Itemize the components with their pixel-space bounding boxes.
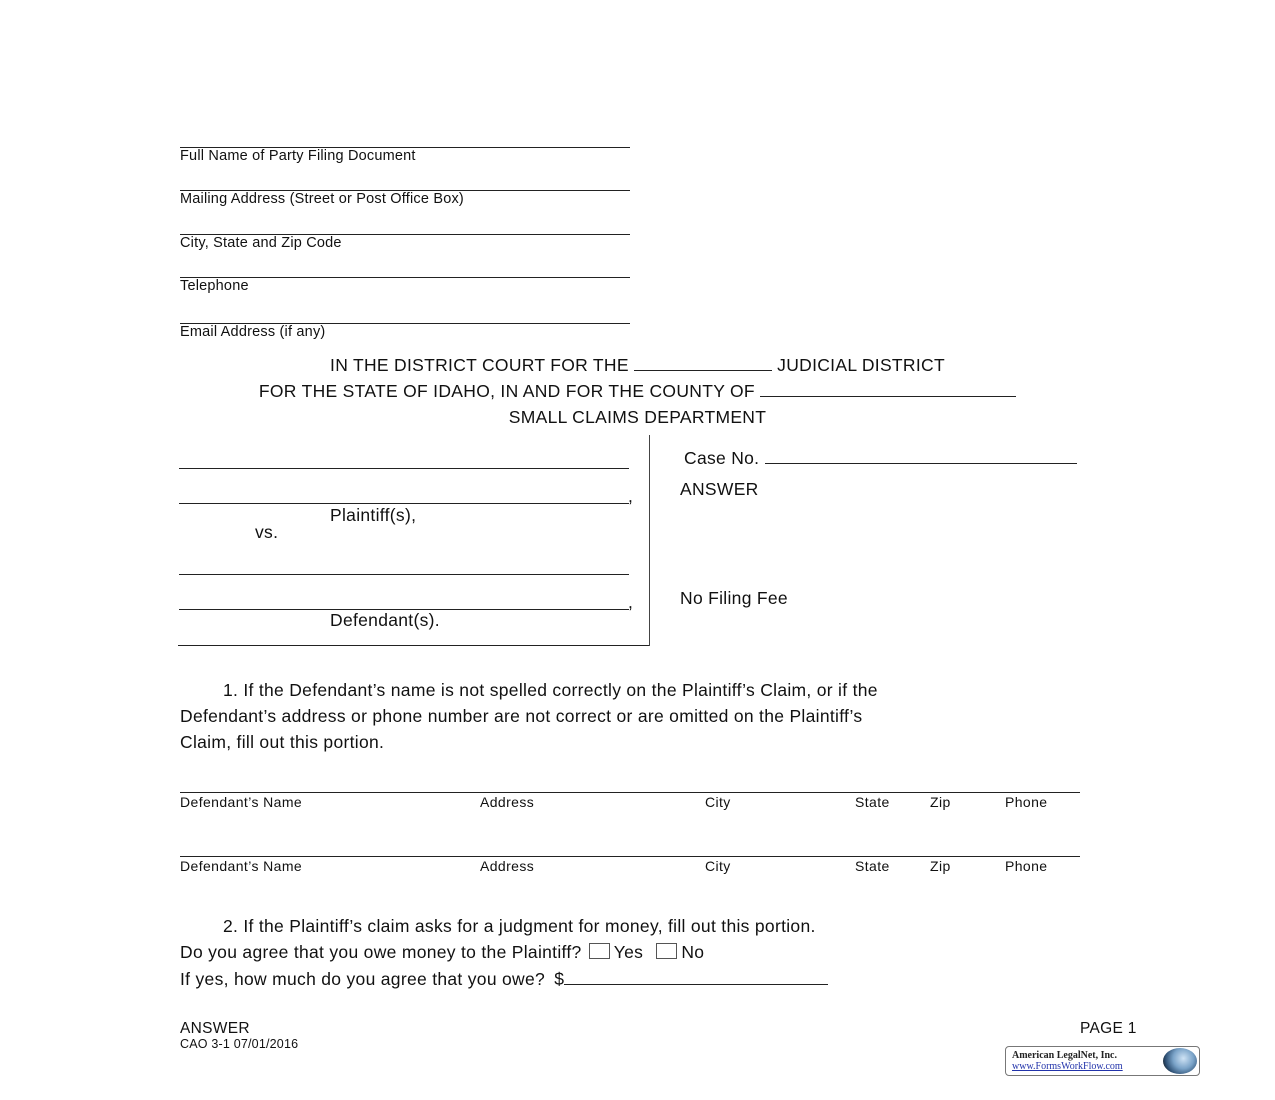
col-state: State	[855, 794, 890, 810]
plaintiff-name-field-1[interactable]	[179, 468, 629, 469]
logo-company-name: American LegalNet, Inc.	[1012, 1050, 1117, 1061]
section1-line3: Claim, fill out this portion.	[180, 732, 385, 752]
col-phone: Phone	[1005, 794, 1048, 810]
case-no-field[interactable]	[765, 449, 1077, 464]
col-city: City	[705, 858, 731, 874]
col-city: City	[705, 794, 731, 810]
col-address: Address	[480, 858, 535, 874]
court-heading-line1	[0, 355, 1275, 376]
amount-question: If yes, how much do you agree that you owe?	[180, 969, 546, 989]
owe-money-question: Do you agree that you owe money to the Plaintiff?	[180, 942, 582, 962]
email-label: Email Address (if any)	[180, 324, 326, 340]
footer-page-number: PAGE 1	[1080, 1020, 1137, 1037]
plaintiff-name-field-2[interactable]	[179, 503, 629, 504]
col-zip: Zip	[930, 794, 951, 810]
court-line2-text: FOR THE STATE OF IDAHO, IN AND FOR THE COUNTY OF	[258, 381, 755, 401]
court-heading-line2	[0, 381, 1275, 402]
case-no-row	[684, 448, 1077, 469]
globe-icon	[1163, 1048, 1197, 1074]
mailing-address-label: Mailing Address (Street or Post Office Box)	[180, 191, 464, 207]
case-no-label: Case No.	[684, 448, 760, 468]
american-legalnet-logo[interactable]	[1005, 1046, 1200, 1076]
defendant-label: Defendant(s).	[330, 610, 440, 630]
plaintiff-comma: ,	[628, 486, 634, 506]
caption-bottom-divider	[178, 645, 650, 646]
col-zip: Zip	[930, 858, 951, 874]
logo-url-link[interactable]: www.FormsWorkFlow.com	[1012, 1061, 1123, 1072]
document-title: ANSWER	[680, 479, 759, 499]
court-line1-end: JUDICIAL DISTRICT	[777, 355, 945, 375]
county-field[interactable]	[760, 382, 1016, 397]
plaintiff-label: Plaintiff(s),	[330, 505, 417, 525]
col-defendant-name: Defendant’s Name	[180, 858, 303, 874]
full-name-label: Full Name of Party Filing Document	[180, 148, 416, 164]
owe-money-row	[180, 942, 704, 963]
defendant-comma: ,	[628, 592, 634, 612]
currency-symbol: $	[554, 969, 565, 989]
court-line1-start: IN THE DISTRICT COURT FOR THE	[330, 355, 629, 375]
telephone-label: Telephone	[180, 278, 249, 294]
footer-title: ANSWER	[180, 1020, 250, 1037]
defendant-name-field-1[interactable]	[179, 574, 629, 575]
court-heading-line3: SMALL CLAIMS DEPARTMENT	[508, 407, 767, 427]
amount-row	[180, 969, 828, 990]
section1-line1: 1. If the Defendant’s name is not spelled correctly on the Plaintiff’s Claim, or if the	[223, 680, 878, 700]
judicial-district-field[interactable]	[634, 356, 772, 371]
section1-line2: Defendant’s address or phone number are not correct or are omitted on the Plaintiff’s	[180, 706, 863, 726]
defendant-info-row-1[interactable]	[180, 792, 1080, 793]
col-address: Address	[480, 794, 535, 810]
defendant-info-row-2[interactable]	[180, 856, 1080, 857]
caption-vertical-divider	[649, 435, 650, 646]
col-defendant-name: Defendant’s Name	[180, 794, 303, 810]
col-state: State	[855, 858, 890, 874]
filing-fee-note: No Filing Fee	[680, 588, 788, 608]
footer-form-code: CAO 3-1 07/01/2016	[180, 1037, 299, 1051]
yes-checkbox[interactable]	[589, 943, 610, 959]
no-checkbox[interactable]	[656, 943, 677, 959]
col-phone: Phone	[1005, 858, 1048, 874]
section2-line1: 2. If the Plaintiff’s claim asks for a judgment for money, fill out this portion.	[223, 916, 816, 936]
no-label: No	[681, 942, 705, 962]
city-state-zip-label: City, State and Zip Code	[180, 235, 342, 251]
amount-owed-field[interactable]	[564, 970, 828, 985]
vs-label: vs.	[255, 522, 279, 542]
yes-label: Yes	[613, 942, 644, 962]
